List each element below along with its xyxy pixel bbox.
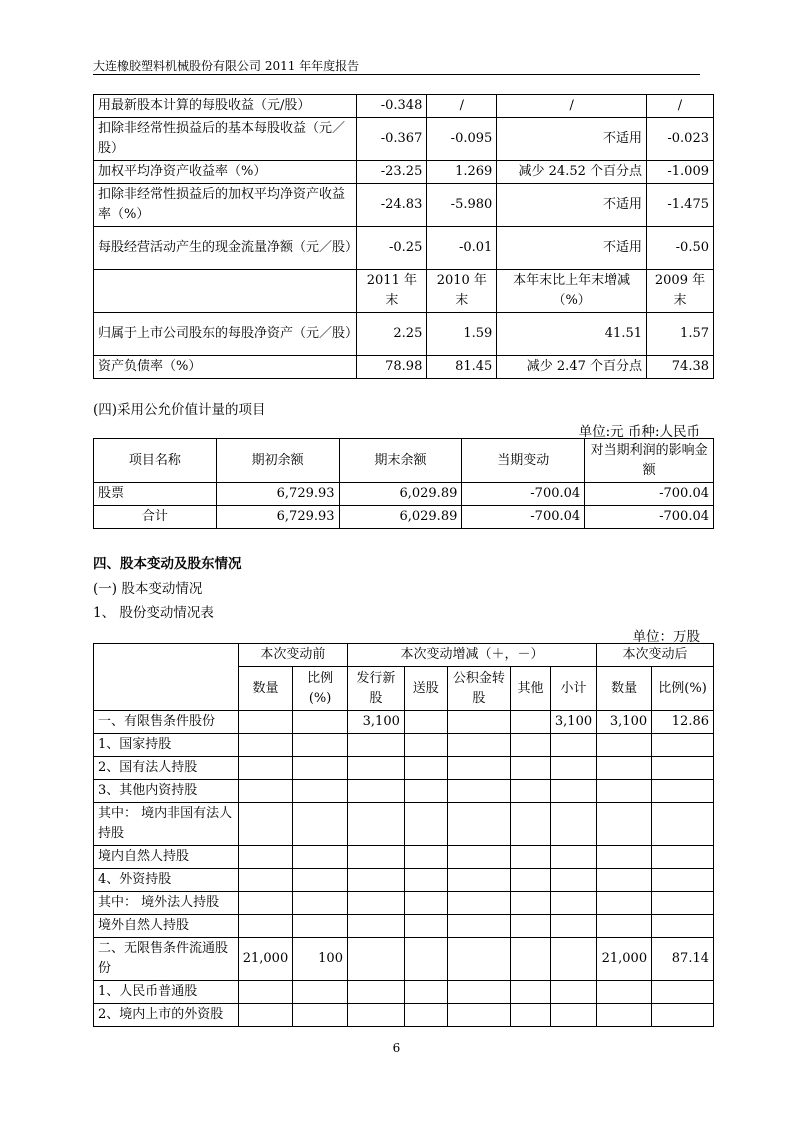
row-label: 每股经营活动产生的现金流量净额（元／股） [94,227,357,270]
cell [293,780,348,803]
cell [511,803,551,846]
cell: 减少 24.52 个百分点 [497,161,647,184]
column-header: 项目名称 [94,439,217,483]
cell: -1.475 [647,184,714,227]
cell: -0.367 [357,118,427,161]
row-label: 其中： 境外法人持股 [94,892,239,915]
cell: -700.04 [585,483,714,506]
cell [293,981,348,1004]
cell: -700.04 [462,506,585,529]
cell [447,938,511,981]
cell [447,915,511,938]
cell [404,869,447,892]
cell [652,846,714,869]
table-row [94,506,714,529]
cell: -23.25 [357,161,427,184]
cell: / [427,95,497,118]
row-label: 扣除非经常性损益后的加权平均净资产收益率（%） [94,184,357,227]
cell [511,915,551,938]
table-row [94,95,714,118]
row-label: 合计 [94,506,217,529]
table-row [94,356,714,379]
cell [550,915,596,938]
cell [404,734,447,757]
column-group-header: 本次变动前 [238,644,347,667]
cell [347,892,404,915]
cell [652,915,714,938]
cell: 3,100 [597,711,652,734]
cell: 1.57 [647,313,714,356]
cell: -0.348 [357,95,427,118]
cell: 1.269 [427,161,497,184]
column-group-header: 本次变动增减（＋，－） [347,644,596,667]
column-header: 2010 年末 [427,270,497,313]
cell [550,846,596,869]
cell: 3,100 [347,711,404,734]
part-title: 四、股本变动及股东情况 [93,556,242,572]
row-label: 资产负债率（%） [94,356,357,379]
table-row [94,803,714,846]
cell [293,915,348,938]
cell [447,711,511,734]
table-row [94,915,714,938]
cell [652,981,714,1004]
cell [347,803,404,846]
cell: -0.01 [427,227,497,270]
cell: 74.38 [647,356,714,379]
cell [404,757,447,780]
table-row [94,227,714,270]
cell [238,757,293,780]
report-header: 大连橡胶塑料机械股份有限公司 2011 年年度报告 [93,59,360,73]
cell: 不适用 [497,184,647,227]
table-row [94,483,714,506]
cell: 100 [293,938,348,981]
cell: / [647,95,714,118]
unit-note: 单位：万股 [632,629,700,645]
cell: 41.51 [497,313,647,356]
cell: -24.83 [357,184,427,227]
cell [293,711,348,734]
cell [447,803,511,846]
cell [447,981,511,1004]
cell [347,981,404,1004]
cell [293,1004,348,1027]
row-label: 用最新股本计算的每股收益（元/股） [94,95,357,118]
cell: -0.25 [357,227,427,270]
cell [293,734,348,757]
cell [447,869,511,892]
cell [597,915,652,938]
column-header: 2009 年末 [647,270,714,313]
cell [347,734,404,757]
item-title: 1、 股份变动情况表 [93,605,214,621]
row-label: 4、外资持股 [94,869,239,892]
table-header-row [94,439,714,483]
cell [511,846,551,869]
cell [652,869,714,892]
cell [550,1004,596,1027]
cell [238,915,293,938]
cell [652,892,714,915]
cell [652,757,714,780]
cell [404,803,447,846]
cell [511,757,551,780]
cell: 1.59 [427,313,497,356]
cell [347,938,404,981]
cell [404,892,447,915]
column-header: 期末余额 [339,439,462,483]
cell: 2.25 [357,313,427,356]
cell: 21,000 [238,938,293,981]
column-header: 送股 [404,667,447,711]
section-title: (四)采用公允价值计量的项目 [93,402,266,418]
cell: 6,029.89 [339,506,462,529]
cell [293,846,348,869]
table-row [94,711,714,734]
cell [238,846,293,869]
cell [347,757,404,780]
column-header: 当期变动 [462,439,585,483]
table-row [94,757,714,780]
cell [447,846,511,869]
cell [404,780,447,803]
cell: -0.023 [647,118,714,161]
cell [404,981,447,1004]
column-header: 比例(%) [652,667,714,711]
table-row [94,118,714,161]
cell [347,780,404,803]
table-row [94,892,714,915]
cell [404,938,447,981]
cell: -700.04 [585,506,714,529]
subsection-title: (一) 股本变动情况 [93,581,203,597]
cell [404,915,447,938]
cell [347,846,404,869]
row-label: 一、有限售条件股份 [94,711,239,734]
cell: 21,000 [597,938,652,981]
cell [511,1004,551,1027]
row-label: 境外自然人持股 [94,915,239,938]
cell [597,757,652,780]
cell: 87.14 [652,938,714,981]
header-divider [93,74,700,75]
cell: / [497,95,647,118]
unit-note: 单位:元 币种:人民币 [578,424,700,440]
table-row [94,734,714,757]
table-row [94,313,714,356]
table-row [94,938,714,981]
cell [511,892,551,915]
cell [550,734,596,757]
cell [238,711,293,734]
row-label: 3、其他内资持股 [94,780,239,803]
cell [550,938,596,981]
table-row [94,780,714,803]
cell [293,757,348,780]
cell [238,803,293,846]
fair-value-table [93,438,714,529]
column-header: 2011 年末 [357,270,427,313]
column-header: 数量 [597,667,652,711]
cell: -0.50 [647,227,714,270]
cell: -1.009 [647,161,714,184]
row-label: 2、境内上市的外资股 [94,1004,239,1027]
column-header: 对当期利润的影响金额 [585,439,714,483]
cell [447,734,511,757]
table-row [94,846,714,869]
cell: -700.04 [462,483,585,506]
column-header: 数量 [238,667,293,711]
cell: 6,729.93 [216,506,339,529]
cell [293,803,348,846]
column-header: 其他 [511,667,551,711]
cell [511,981,551,1004]
cell [597,780,652,803]
cell: 6,029.89 [339,483,462,506]
cell: 78.98 [357,356,427,379]
row-label: 扣除非经常性损益后的基本每股收益（元／股） [94,118,357,161]
row-label: 1、人民币普通股 [94,981,239,1004]
cell [652,803,714,846]
column-header: 小计 [550,667,596,711]
cell [652,1004,714,1027]
cell [652,734,714,757]
share-change-table [93,643,714,1027]
column-header: 发行新股 [347,667,404,711]
row-label: 2、国有法人持股 [94,757,239,780]
table-row [94,270,714,313]
cell [550,803,596,846]
row-label: 股票 [94,483,217,506]
cell [293,892,348,915]
row-label: 二、无限售条件流通股份 [94,938,239,981]
cell: 6,729.93 [216,483,339,506]
cell [293,869,348,892]
cell: -0.095 [427,118,497,161]
column-header: 期初余额 [216,439,339,483]
cell [404,711,447,734]
row-label: 加权平均净资产收益率（%） [94,161,357,184]
column-header: 公积金转股 [447,667,511,711]
financial-indicators-table [93,94,714,379]
table-row [94,869,714,892]
table-row [94,161,714,184]
table-row [94,184,714,227]
cell [652,780,714,803]
row-label [94,270,357,313]
cell [550,892,596,915]
cell [511,711,551,734]
column-header: 本年末比上年末增减（%） [497,270,647,313]
row-label: 归属于上市公司股东的每股净资产（元／股） [94,313,357,356]
row-label: 境内自然人持股 [94,846,239,869]
row-label: 其中： 境内非国有法人持股 [94,803,239,846]
cell [238,981,293,1004]
cell [447,757,511,780]
cell [511,780,551,803]
cell [447,780,511,803]
cell [550,757,596,780]
cell [511,938,551,981]
row-label: 1、国家持股 [94,734,239,757]
cell [347,1004,404,1027]
cell: 12.86 [652,711,714,734]
cell: -5.980 [427,184,497,227]
cell [511,734,551,757]
column-group-header: 本次变动后 [597,644,714,667]
cell [550,780,596,803]
cell [238,892,293,915]
cell [447,892,511,915]
table-row [94,981,714,1004]
cell [238,780,293,803]
table-row [94,1004,714,1027]
cell [597,803,652,846]
cell [347,915,404,938]
share-change-body [94,711,714,1027]
cell [597,734,652,757]
column-header: 比例(%) [293,667,348,711]
page-number: 6 [392,1041,401,1055]
cell [597,1004,652,1027]
cell [404,1004,447,1027]
cell [238,1004,293,1027]
cell: 减少 2.47 个百分点 [497,356,647,379]
cell [238,869,293,892]
cell [597,869,652,892]
table-header-row [94,644,714,667]
cell [347,869,404,892]
cell [597,846,652,869]
cell [511,869,551,892]
cell [597,981,652,1004]
cell: 不适用 [497,227,647,270]
cell [550,981,596,1004]
cell [597,892,652,915]
header-blank [94,644,239,711]
cell: 81.45 [427,356,497,379]
cell [550,869,596,892]
cell: 3,100 [550,711,596,734]
cell [404,846,447,869]
cell [447,1004,511,1027]
cell: 不适用 [497,118,647,161]
cell [238,734,293,757]
